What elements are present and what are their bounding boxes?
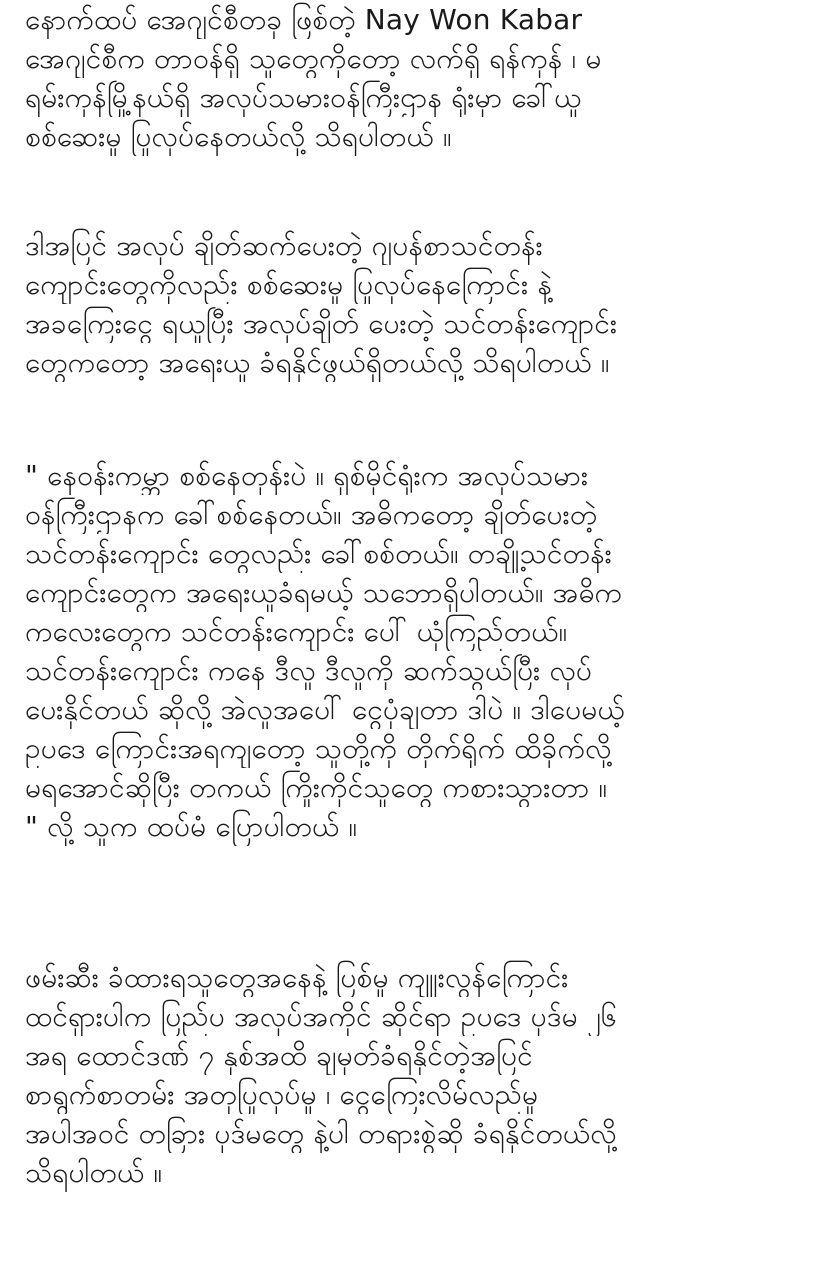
- paragraph-1: [25, 0, 807, 156]
- text-line: " နေဝန်းကမ္ဘာ စစ်နေတုန်းပဲ ။ ရှစ်မိုင်ရုံးက အလုပ်သမား: [25, 459, 589, 492]
- text-line: ဝန်ကြီးဌာနက ခေါ်စစ်နေတယ်။ အဓိကတော့ ချိတ်ပေးတဲ့: [25, 498, 598, 531]
- text-line: သင်တန်းကျောင်း တွေလည်း ခေါ်စစ်တယ်။ တချို့သင်တန်း: [25, 537, 612, 570]
- text-line: အခကြေးငွေ ရယူပြီး အလုပ်ချိတ် ပေးတဲ့ သင်တန်းကျောင်း: [25, 307, 618, 340]
- text-line: သင်တန်းကျောင်း ကနေ ဒီလူ ဒီလူကို ဆက်သွယ်ပြီး လုပ်: [25, 654, 593, 687]
- text-line: ဖမ်းဆီး ခံထားရသူတွေအနေနဲ့ ပြစ်မှု ကျူးလွန်ကြောင်း: [25, 961, 569, 994]
- paragraph-3-quote: [25, 456, 807, 846]
- text-line: ထင်ရှားပါက ပြည်ပ အလုပ်အကိုင် ဆိုင်ရာ ဥပဒေ ပုဒ်မ ၂၆: [25, 1000, 617, 1033]
- text-line: စာရွက်စာတမ်း အတုပြုလုပ်မှု ၊ ငွေကြေးလိမ်လည်မှု: [25, 1078, 539, 1111]
- paragraph-2: [25, 226, 807, 382]
- text-line: ကျောင်းတွေက အရေးယူခံရမယ့် သဘောရှိပါတယ်။ အဓိက: [25, 576, 623, 609]
- text-line: " လို့ သူက ထပ်မံ ပြောပါတယ် ။: [25, 810, 358, 843]
- text-line: ဒါအပြင် အလုပ် ချိတ်ဆက်ပေးတဲ့ ဂျပန်စာသင်တန်း: [25, 229, 543, 262]
- text-line: အေဂျင်စီက တာဝန်ရှိ သူတွေကိုတော့ လက်ရှိ ရန်ကုန် ၊ မ: [25, 42, 602, 75]
- text-line: သိရပါတယ် ။: [25, 1156, 163, 1189]
- text-line: ကျောင်းတွေကိုလည်း စစ်ဆေးမှု ပြုလုပ်နေကြောင်း နဲ့: [25, 268, 553, 301]
- text-line: အရ ထောင်ဒဏ် ၇ နှစ်အထိ ချမှတ်ခံရနိုင်တဲ့အပြင်: [25, 1039, 533, 1072]
- text-line: ပေးနိုင်တယ် ဆိုလို့ အဲလူအပေါ် ငွေပုံချတာ ဒါပဲ ။ ဒါပေမယ့်: [25, 693, 625, 726]
- text-line: မရအောင်ဆိုပြီး တကယ် ကြိုးကိုင်သူတွေ ကစားသွားတာ ။: [25, 771, 608, 804]
- text-line: စစ်ဆေးမှု ပြုလုပ်နေတယ်လို့ သိရပါတယ် ။: [25, 120, 452, 153]
- text-line: ဥပဒေ ကြောင်းအရကျတော့ သူတို့ကို တိုက်ရိုက် ထိခိုက်လို့: [25, 732, 612, 765]
- text-line: ရမ်းကုန်မြို့နယ်ရှိ အလုပ်သမားဝန်ကြီးဌာန ရုံးမှာ ခေါ်ယူ: [25, 81, 582, 114]
- text-line: တွေကတော့ အရေးယူ ခံရနိုင်ဖွယ်ရှိတယ်လို့ သိရပါတယ် ။: [25, 346, 610, 379]
- text-line: နောက်ထပ် အေဂျင်စီတခု ဖြစ်တဲ့ Nay Won Kabar: [25, 3, 583, 36]
- text-line: ကလေးတွေက သင်တန်းကျောင်း ပေါ် ယုံကြည်တယ်။: [25, 615, 568, 648]
- text-line: အပါအဝင် တခြား ပုဒ်မတွေ နဲ့ပါ တရားစွဲဆို ခံရနိုင်တယ်လို့: [25, 1117, 617, 1150]
- paragraph-4: [25, 958, 807, 1192]
